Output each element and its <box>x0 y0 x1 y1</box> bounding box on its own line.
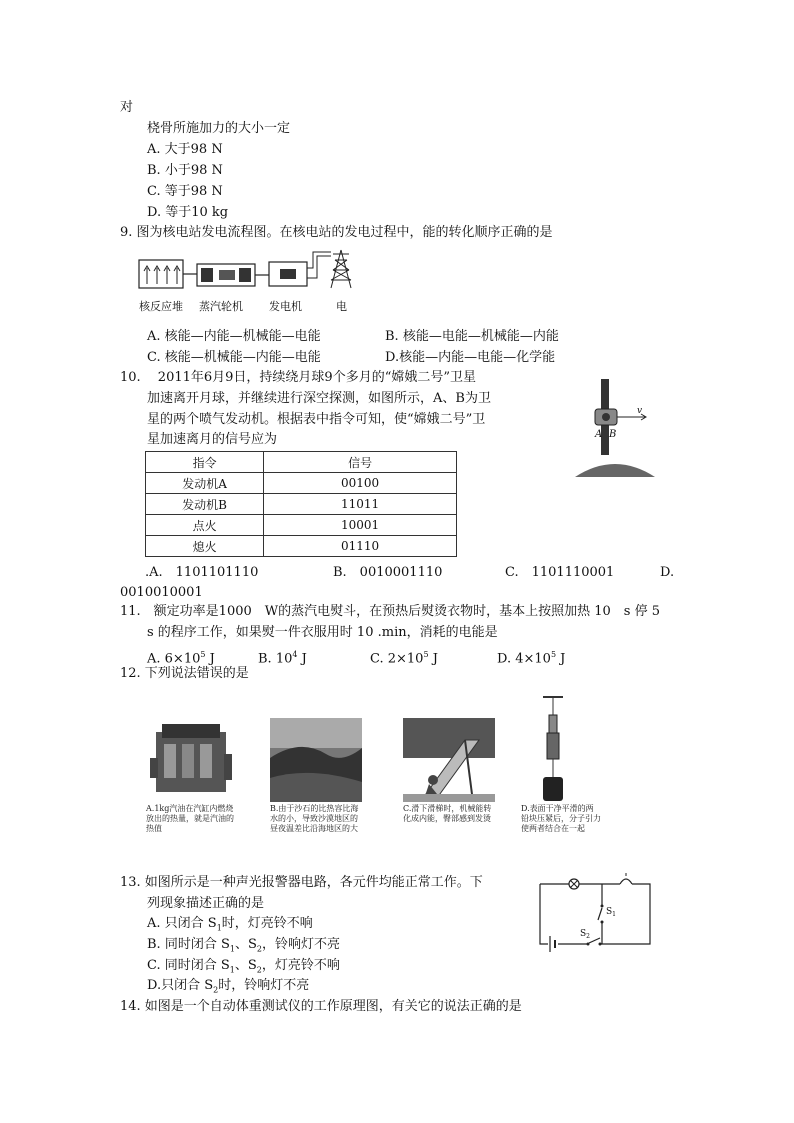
table-cell: 发动机A <box>146 473 264 494</box>
table-cell: 发动机B <box>146 494 264 515</box>
q12-image-c <box>403 718 495 802</box>
q9-option-a: A. 核能—内能—机械能—电能 <box>147 329 321 344</box>
q10-line-2: 加速离开月球，并继续进行深空探测，如图所示，A、B为卫 <box>147 391 491 406</box>
q12-caption-d: D.表面干净平滑的两铅块压紧后，分子引力使两者结合在一起 <box>521 804 601 833</box>
q11-line-2: s 的程序工作，如果熨一件衣服用时 10 .min，消耗的电能是 <box>147 625 498 640</box>
q8-stem: 桡骨所施加力的大小一定 <box>147 121 291 136</box>
q9-option-b: B. 核能—电能—机械能—内能 <box>385 329 559 344</box>
q12-caption-c: C.滑下滑梯时，机械能转化成内能，臀部感到发烫 <box>403 804 492 823</box>
q13-option-b: B. 同时闭合 $S_1$、$S_2$，铃响灯不亮 <box>147 937 340 954</box>
q10-line-3: 星的两个喷气发动机。根据表中指令可知，使“嫦娥二号”卫 <box>147 412 486 427</box>
table-row <box>146 515 457 536</box>
q11-option-d: D. $4\times 10^5$ J <box>497 650 566 667</box>
alarm-circuit-diagram <box>532 872 657 952</box>
moon-surface-icon <box>575 464 655 477</box>
reactor-label: 核反应堆 <box>139 300 183 313</box>
q12-stem: 12. 下列说法错误的是 <box>120 666 249 681</box>
q8-option-a: A. 大于98 N <box>147 142 223 157</box>
table-cell: 11011 <box>264 494 457 515</box>
q9-option-d: D.核能—内能—电能—化学能 <box>385 350 556 365</box>
q8-option-b: B. 小于98 N <box>147 163 223 178</box>
q12-image-d <box>527 693 579 803</box>
q10-option-d: D. <box>660 565 675 580</box>
generator-icon <box>269 262 307 286</box>
grid-label: 电 <box>336 300 347 313</box>
desert-sea-icon <box>270 718 362 802</box>
q9-stem: 9. 图为核电站发电流程图。在核电站的发电过程中，能的转化顺序正确的是 <box>120 225 553 240</box>
table-header: 信号 <box>264 452 457 473</box>
q13-line-2: 列现象描述正确的是 <box>147 896 265 911</box>
bell-icon <box>620 873 632 884</box>
q9-option-c: C. 核能—机械能—内能—电能 <box>147 350 321 365</box>
satellite-icon <box>595 409 617 425</box>
q11-option-a: A. $6\times 10^5$ J <box>147 650 215 667</box>
table-cell: 00100 <box>264 473 457 494</box>
battery-icon <box>548 936 558 952</box>
q8-option-d: D. 等于10 kg <box>147 205 229 220</box>
table-row <box>146 494 457 515</box>
q11-line-1: 11. 额定功率是1000 W的蒸汽电熨斗，在预热后熨烫衣物时，基本上按照加热 10 s 停 5 <box>120 604 661 619</box>
q13-option-c: C. 同时闭合 $S_1$、$S_2$，灯亮铃不响 <box>147 958 340 975</box>
line-dui: 对 <box>120 100 134 115</box>
q10-option-a: .A. 1101101110 <box>145 565 259 580</box>
q10-line-1: 10. 2011年6月9日，持续绕月球9个多月的“嫦娥二号”卫星 <box>120 370 476 385</box>
table-cell: 01110 <box>264 536 457 557</box>
q12-caption-b: B.由于沙石的比热容比海水的小，导致沙漠地区的昼夜温差比沿海地区的大 <box>270 804 359 833</box>
q12-image-b <box>270 718 362 802</box>
q13-line-1: 13. 如图所示是一种声光报警器电路，各元件均能正常工作。下 <box>120 875 483 890</box>
reactor-icon <box>139 260 183 288</box>
engine-b-label: B <box>609 429 617 440</box>
turbine-label: 蒸汽轮机 <box>199 300 243 313</box>
lead-blocks-icon <box>527 693 579 803</box>
q14-stem: 14. 如图是一个自动体重测试仪的工作原理图，有关它的说法正确的是 <box>120 999 522 1014</box>
q10-line-4: 星加速离月的信号应为 <box>147 432 278 447</box>
turbine-icon <box>197 264 255 286</box>
slide-icon <box>403 718 495 802</box>
q10-option-c: C. 1101110001 <box>505 565 615 580</box>
signal-table <box>145 451 457 557</box>
q10-option-b: B. 0010001110 <box>333 565 443 580</box>
table-cell: 熄火 <box>146 536 264 557</box>
s2-label: $S_2$ <box>580 929 590 940</box>
q10-option-d-value: 0010010001 <box>120 585 203 600</box>
engine-icon <box>146 718 236 802</box>
table-header: 指令 <box>146 452 264 473</box>
lamp-icon <box>569 879 579 889</box>
table-row <box>146 473 457 494</box>
q11-option-c: C. $2\times 10^5$ J <box>370 650 438 667</box>
table-header-row <box>146 452 457 473</box>
nuclear-flow-diagram <box>135 248 375 320</box>
generator-label: 发电机 <box>269 300 302 313</box>
q8-option-c: C. 等于98 N <box>147 184 223 199</box>
engine-a-label: A <box>595 429 603 440</box>
power-tower-icon <box>331 250 351 288</box>
s1-label: $S_1$ <box>606 907 616 918</box>
table-cell: 10001 <box>264 515 457 536</box>
velocity-label: v <box>637 406 643 416</box>
q12-caption-a: A.1kg汽油在汽缸内燃烧放出的热量，就是汽油的热值 <box>146 804 234 833</box>
table-row <box>146 536 457 557</box>
switch-s1-icon <box>598 905 604 924</box>
q11-option-b: B. $10^4$ J <box>258 650 307 667</box>
q13-option-a: A. 只闭合 $S_1$时，灯亮铃不响 <box>147 916 313 933</box>
q13-option-d: D.只闭合 $S_2$时，铃响灯不亮 <box>147 978 310 995</box>
q12-image-a <box>146 718 236 802</box>
table-cell: 点火 <box>146 515 264 536</box>
satellite-figure <box>575 375 655 477</box>
